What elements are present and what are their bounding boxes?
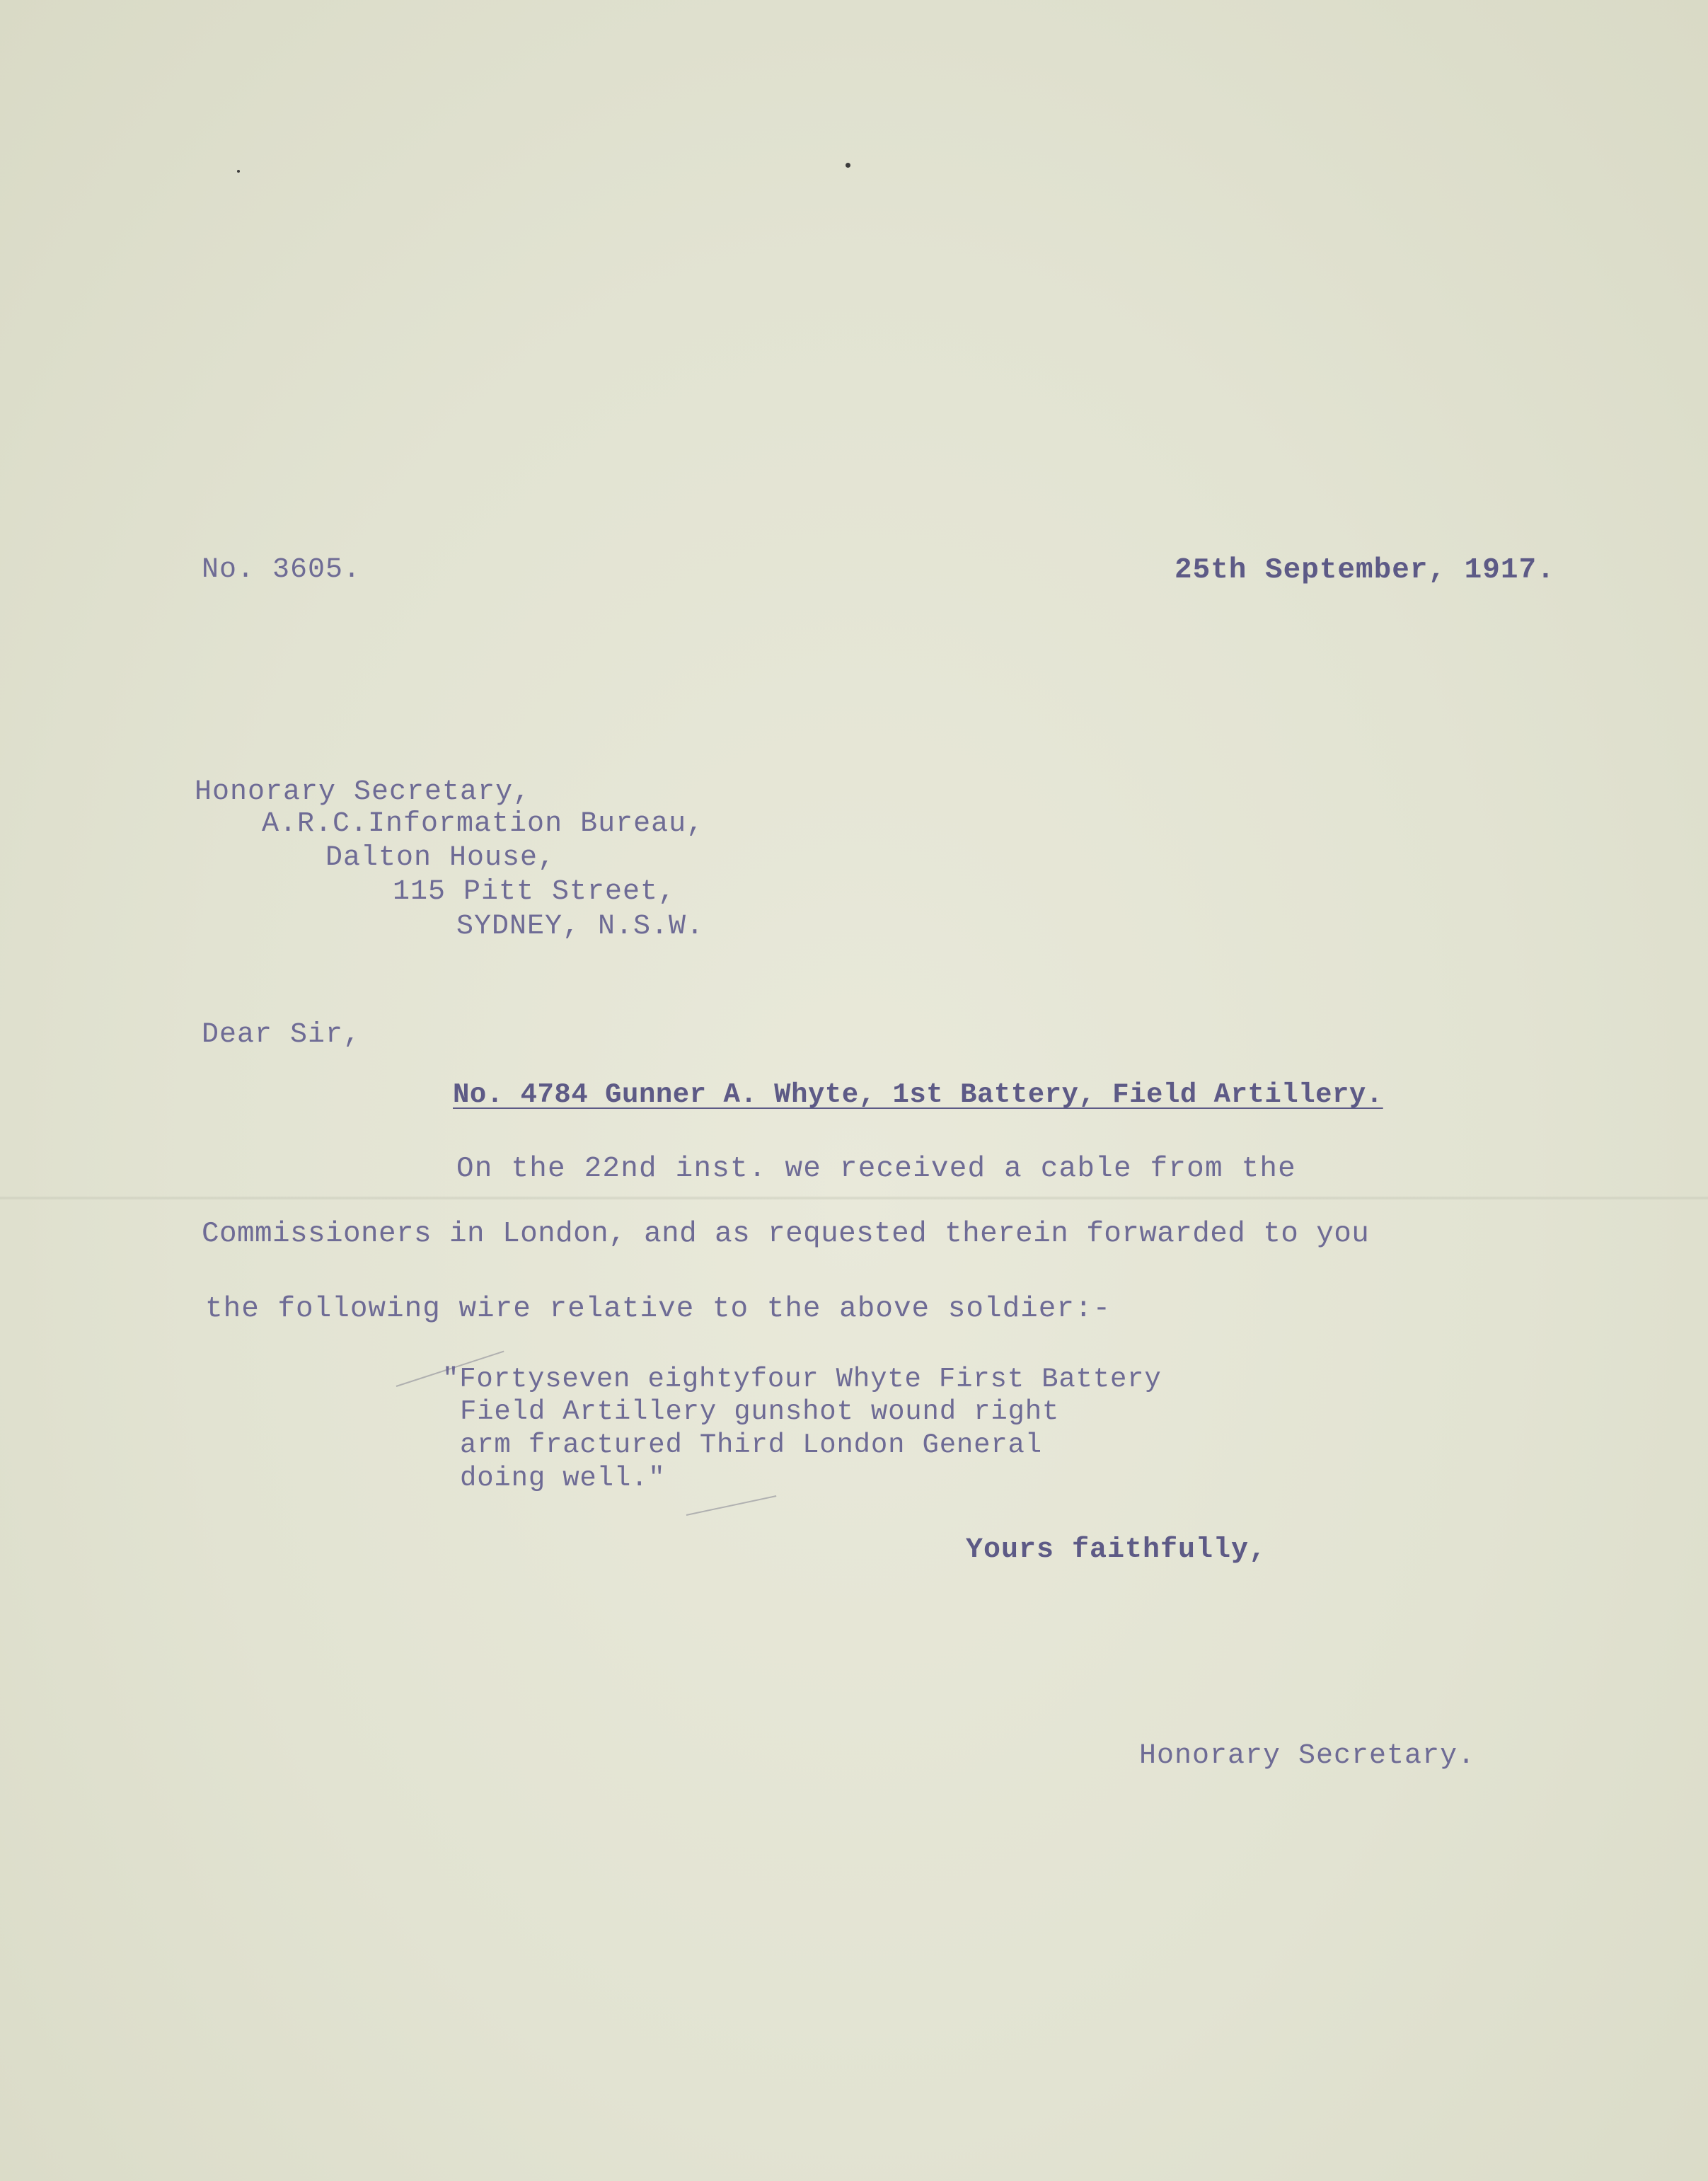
body-line-3: the following wire relative to the above soldier:-	[205, 1293, 1112, 1325]
recipient-line-3: Dalton House,	[325, 842, 556, 874]
signature-block: Honorary Secretary.	[1139, 1740, 1476, 1772]
recipient-line-2: A.R.C.Information Bureau,	[262, 808, 705, 840]
body-line-2: Commissioners in London, and as requested therein forwarded to you	[202, 1218, 1370, 1250]
ink-speck	[846, 163, 850, 168]
closing: Yours faithfully,	[966, 1534, 1267, 1566]
recipient-line-4: 115 Pitt Street,	[393, 876, 676, 908]
ink-speck	[237, 170, 240, 173]
quote-line-1: "Fortyseven eightyfour Whyte First Battery	[442, 1364, 1162, 1395]
quote-line-2: Field Artillery gunshot wound right	[460, 1396, 1060, 1427]
quote-line-4: doing well."	[460, 1463, 666, 1494]
subject-line: No. 4784 Gunner A. Whyte, 1st Battery, Field Artillery.	[453, 1079, 1383, 1110]
quote-line-3: arm fractured Third London General	[460, 1429, 1042, 1461]
recipient-line-1: Honorary Secretary,	[195, 776, 531, 808]
paper-fold-crease	[0, 1196, 1708, 1200]
reference-number: No. 3605.	[202, 554, 362, 586]
pencil-mark	[686, 1495, 777, 1516]
body-line-1: On the 22nd inst. we received a cable from the	[456, 1153, 1296, 1185]
letter-date: 25th September, 1917.	[1175, 554, 1555, 587]
recipient-line-5: SYDNEY, N.S.W.	[456, 911, 705, 943]
salutation: Dear Sir,	[202, 1019, 362, 1051]
